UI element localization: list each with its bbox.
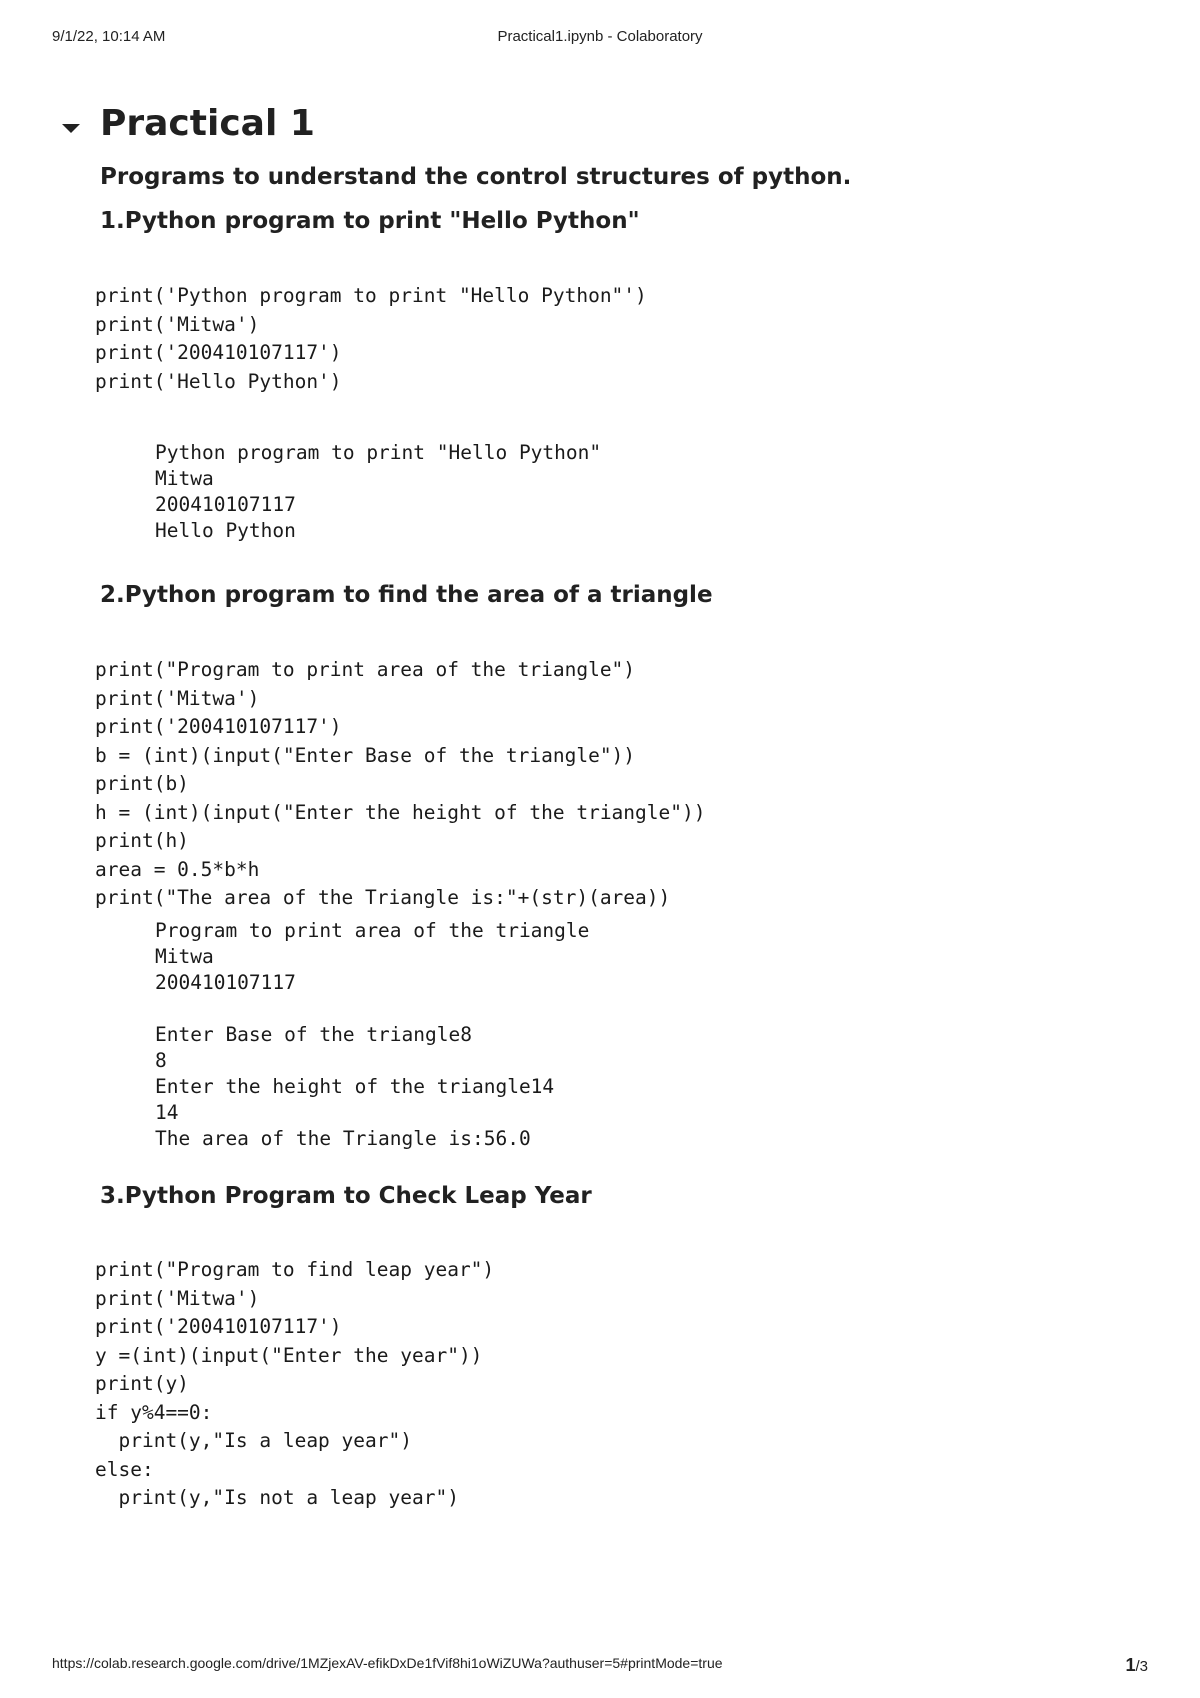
page-current: 1 (1125, 1655, 1136, 1675)
code-line: print('Hello Python') (95, 369, 342, 393)
page-total: /3 (1135, 1658, 1148, 1675)
code-cell[interactable] (95, 1256, 494, 1513)
section-title: 3.Python Program to Check Leap Year (100, 1183, 592, 1209)
output-line: 200410107117 (155, 971, 296, 994)
output-line: 8 (155, 1049, 167, 1072)
code-line: print('200410107117') (95, 341, 342, 364)
page-number (1125, 1655, 1148, 1676)
code-cell[interactable] (95, 282, 647, 396)
code-line: print(y,"Is not a leap year") (95, 1486, 459, 1509)
print-datetime: 9/1/22, 10:14 AM (52, 28, 166, 45)
code-line: h = (int)(input("Enter the height of the triangle")) (95, 800, 706, 824)
output-cell (155, 440, 601, 544)
code-line: print("Program to find leap year") (95, 1258, 495, 1281)
code-line: print(y) (95, 1372, 189, 1395)
output-line: Python program to print "Hello Python" (155, 441, 602, 464)
code-line: print("The area of the Triangle is:"+(str)(area)) (95, 886, 671, 909)
output-line: Enter Base of the triangle8 (155, 1023, 472, 1046)
output-line: Enter the height of the triangle14 (155, 1075, 555, 1098)
code-line: print(h) (95, 829, 189, 852)
code-line: print('Python program to print "Hello Python"') (95, 284, 647, 307)
print-header (0, 28, 1200, 50)
notebook (0, 100, 1200, 156)
page-url: https://colab.research.google.com/drive/1MZjexAV-efikDxDe1fVif8hi1oWiZUWa?authuser=5#printMode=true (52, 1655, 723, 1671)
section-title: 2.Python program to find the area of a triangle (100, 582, 713, 608)
code-line: print('Mitwa') (95, 312, 260, 336)
output-line (155, 996, 589, 1022)
output-cell (155, 918, 589, 1152)
output-line: Hello Python (155, 519, 296, 542)
code-line: print('200410107117') (95, 715, 342, 738)
code-line: print("Program to print area of the triangle") (95, 658, 636, 681)
code-line: print('Mitwa') (95, 686, 260, 710)
code-line: if y%4==0: (95, 1400, 213, 1424)
output-line: Program to print area of the triangle (155, 919, 590, 942)
code-cell[interactable] (95, 656, 705, 913)
collapse-caret-icon[interactable] (62, 124, 80, 133)
code-line: print(b) (95, 772, 189, 795)
output-line: Mitwa (155, 945, 214, 968)
output-line: The area of the Triangle is:56.0 (155, 1127, 531, 1150)
code-line: b = (int)(input("Enter Base of the triangle")) (95, 743, 636, 767)
output-line: Mitwa (155, 467, 214, 490)
code-line: y =(int)(input("Enter the year")) (95, 1343, 483, 1367)
output-line: 200410107117 (155, 493, 296, 516)
code-line: print(y,"Is a leap year") (95, 1429, 412, 1452)
output-line: 14 (155, 1101, 179, 1124)
code-line: area = 0.5*b*h (95, 857, 260, 881)
section-header (0, 100, 1200, 156)
print-page-title: Practical1.ipynb - Colaboratory (497, 28, 703, 45)
section-title: 1.Python program to print "Hello Python" (100, 208, 640, 234)
code-line: else: (95, 1457, 154, 1481)
code-line: print('200410107117') (95, 1315, 342, 1338)
code-line: print('Mitwa') (95, 1286, 260, 1310)
notebook-heading: Practical 1 (100, 103, 315, 144)
intro-text: Programs to understand the control structures of python. (100, 164, 852, 190)
